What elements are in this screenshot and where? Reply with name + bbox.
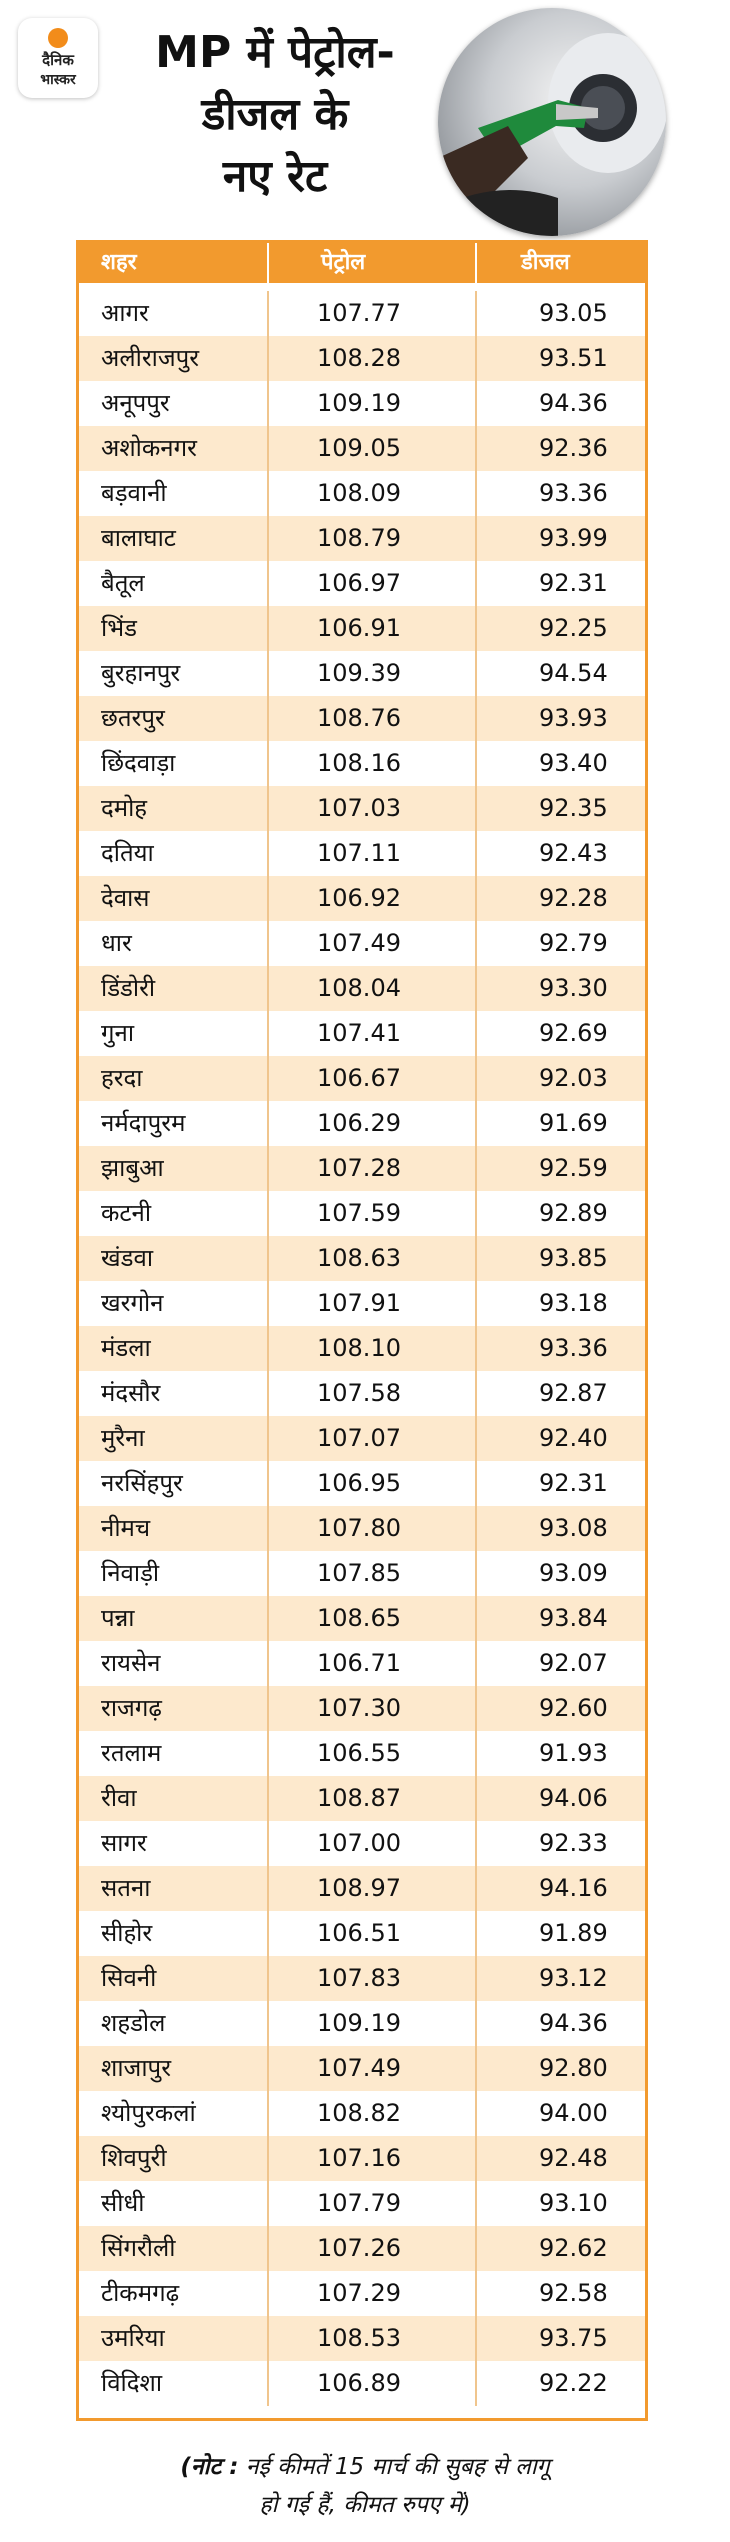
cell-petrol: 108.16 — [269, 741, 477, 786]
cell-diesel: 94.36 — [539, 389, 608, 417]
cell-petrol: 106.71 — [269, 1641, 477, 1686]
cell-diesel: 93.30 — [539, 974, 608, 1002]
cell-city: टीकमगढ़ — [79, 2271, 269, 2316]
table-row — [79, 291, 645, 336]
cell-petrol: 109.05 — [269, 426, 477, 471]
cell-diesel: 93.85 — [539, 1244, 608, 1272]
cell-diesel: 92.62 — [539, 2234, 608, 2262]
cell-diesel: 92.36 — [539, 434, 608, 462]
cell-city: बैतूल — [79, 561, 269, 606]
title-line2: डीजल के — [201, 89, 349, 140]
cell-city: खंडवा — [79, 1236, 269, 1281]
cell-diesel: 92.48 — [539, 2144, 608, 2172]
table-body — [79, 283, 645, 2418]
cell-diesel: 92.31 — [539, 569, 608, 597]
table-row — [79, 2181, 645, 2226]
cell-petrol: 107.49 — [269, 2046, 477, 2091]
cell-diesel: 94.16 — [539, 1874, 608, 1902]
cell-petrol: 107.77 — [269, 291, 477, 336]
cell-petrol: 106.91 — [269, 606, 477, 651]
cell-city: सिवनी — [79, 1956, 269, 2001]
header — [0, 0, 730, 240]
cell-diesel: 92.22 — [539, 2369, 608, 2397]
cell-city: आगर — [79, 291, 269, 336]
cell-diesel: 92.31 — [539, 1469, 608, 1497]
table-row — [79, 2091, 645, 2136]
cell-diesel: 93.10 — [539, 2189, 608, 2217]
table-row — [79, 561, 645, 606]
table-row — [79, 381, 645, 426]
cell-city: उमरिया — [79, 2316, 269, 2361]
cell-petrol: 108.79 — [269, 516, 477, 561]
cell-petrol: 107.41 — [269, 1011, 477, 1056]
table-row — [79, 921, 645, 966]
table-row — [79, 2136, 645, 2181]
table-row — [79, 966, 645, 1011]
table-row — [79, 696, 645, 741]
table-row — [79, 1416, 645, 1461]
table-row — [79, 336, 645, 381]
cell-petrol: 107.30 — [269, 1686, 477, 1731]
cell-diesel: 92.07 — [539, 1649, 608, 1677]
cell-diesel: 93.36 — [539, 479, 608, 507]
table-header — [79, 243, 645, 283]
cell-city: छतरपुर — [79, 696, 269, 741]
table-row — [79, 1461, 645, 1506]
cell-petrol: 107.11 — [269, 831, 477, 876]
table-row — [79, 651, 645, 696]
cell-diesel: 91.89 — [539, 1919, 608, 1947]
cell-city: निवाड़ी — [79, 1551, 269, 1596]
cell-petrol: 106.97 — [269, 561, 477, 606]
cell-diesel: 92.03 — [539, 1064, 608, 1092]
cell-city: राजगढ़ — [79, 1686, 269, 1731]
table-row — [79, 1911, 645, 1956]
table-row — [79, 1551, 645, 1596]
logo-dot-icon — [48, 28, 68, 48]
table-row — [79, 2361, 645, 2406]
cell-city: देवास — [79, 876, 269, 921]
cell-petrol: 107.91 — [269, 1281, 477, 1326]
cell-petrol: 107.59 — [269, 1191, 477, 1236]
cell-city: शिवपुरी — [79, 2136, 269, 2181]
cell-petrol: 107.26 — [269, 2226, 477, 2271]
cell-petrol: 109.39 — [269, 651, 477, 696]
brand-logo — [18, 18, 98, 98]
cell-diesel: 92.40 — [539, 1424, 608, 1452]
table-row — [79, 1326, 645, 1371]
cell-city: श्योपुरकलां — [79, 2091, 269, 2136]
cell-city: नर्मदापुरम — [79, 1101, 269, 1146]
cell-petrol: 106.67 — [269, 1056, 477, 1101]
cell-diesel: 93.75 — [539, 2324, 608, 2352]
cell-petrol: 108.04 — [269, 966, 477, 1011]
cell-petrol: 107.28 — [269, 1146, 477, 1191]
cell-petrol: 106.55 — [269, 1731, 477, 1776]
cell-city: नरसिंहपुर — [79, 1461, 269, 1506]
cell-petrol: 109.19 — [269, 2001, 477, 2046]
table-row — [79, 426, 645, 471]
footnote-line2: हो गई हैं, कीमत रुपए में) — [259, 2492, 471, 2518]
cell-petrol: 108.87 — [269, 1776, 477, 1821]
page-title — [110, 22, 440, 208]
cell-diesel: 92.25 — [539, 614, 608, 642]
cell-diesel: 92.87 — [539, 1379, 608, 1407]
cell-diesel: 92.69 — [539, 1019, 608, 1047]
cell-city: विदिशा — [79, 2361, 269, 2406]
cell-city: शाजापुर — [79, 2046, 269, 2091]
cell-petrol: 107.79 — [269, 2181, 477, 2226]
cell-diesel: 92.33 — [539, 1829, 608, 1857]
table-row — [79, 1101, 645, 1146]
cell-diesel: 94.54 — [539, 659, 608, 687]
cell-city: धार — [79, 921, 269, 966]
column-header-city: शहर — [79, 243, 269, 283]
table-row — [79, 786, 645, 831]
footnote-label: (नोट : — [180, 2454, 239, 2480]
cell-petrol: 106.95 — [269, 1461, 477, 1506]
cell-city: सिंगरौली — [79, 2226, 269, 2271]
cell-petrol: 108.28 — [269, 336, 477, 381]
cell-diesel: 94.06 — [539, 1784, 608, 1812]
cell-diesel: 92.80 — [539, 2054, 608, 2082]
table-row — [79, 1641, 645, 1686]
title-line3: नए रेट — [222, 151, 328, 202]
fuel-nozzle-photo — [438, 8, 666, 236]
cell-diesel: 92.89 — [539, 1199, 608, 1227]
table-row — [79, 1281, 645, 1326]
table-row — [79, 2271, 645, 2316]
cell-city: पन्ना — [79, 1596, 269, 1641]
cell-petrol: 107.07 — [269, 1416, 477, 1461]
table-row — [79, 2001, 645, 2046]
table-row — [79, 1191, 645, 1236]
logo-text-line1: दैनिक — [42, 51, 74, 69]
table-row — [79, 1371, 645, 1416]
cell-petrol: 108.76 — [269, 696, 477, 741]
cell-diesel: 92.58 — [539, 2279, 608, 2307]
cell-diesel: 92.35 — [539, 794, 608, 822]
cell-city: दमोह — [79, 786, 269, 831]
cell-city: रतलाम — [79, 1731, 269, 1776]
footnote-line1: नई कीमतें 15 मार्च की सुबह से लागू — [245, 2454, 550, 2480]
cell-city: दतिया — [79, 831, 269, 876]
cell-city: सीधी — [79, 2181, 269, 2226]
cell-diesel: 93.93 — [539, 704, 608, 732]
table-row — [79, 1596, 645, 1641]
cell-city: बालाघाट — [79, 516, 269, 561]
table-row — [79, 471, 645, 516]
cell-diesel: 92.28 — [539, 884, 608, 912]
table-row — [79, 1146, 645, 1191]
table-row — [79, 516, 645, 561]
cell-diesel: 93.99 — [539, 524, 608, 552]
table-row — [79, 2226, 645, 2271]
title-line1: MP में पेट्रोल- — [155, 27, 395, 78]
cell-city: मंडला — [79, 1326, 269, 1371]
cell-diesel: 94.36 — [539, 2009, 608, 2037]
cell-city: रायसेन — [79, 1641, 269, 1686]
table-row — [79, 741, 645, 786]
cell-diesel: 93.08 — [539, 1514, 608, 1542]
cell-petrol: 107.49 — [269, 921, 477, 966]
cell-petrol: 107.03 — [269, 786, 477, 831]
cell-city: अनूपपुर — [79, 381, 269, 426]
cell-petrol: 108.53 — [269, 2316, 477, 2361]
cell-petrol: 107.85 — [269, 1551, 477, 1596]
cell-diesel: 92.59 — [539, 1154, 608, 1182]
table-row — [79, 1011, 645, 1056]
cell-petrol: 108.63 — [269, 1236, 477, 1281]
cell-diesel: 93.36 — [539, 1334, 608, 1362]
cell-diesel: 92.60 — [539, 1694, 608, 1722]
cell-city: छिंदवाड़ा — [79, 741, 269, 786]
cell-diesel: 91.69 — [539, 1109, 608, 1137]
cell-petrol: 108.10 — [269, 1326, 477, 1371]
cell-petrol: 108.09 — [269, 471, 477, 516]
table-row — [79, 1821, 645, 1866]
fuel-nozzle-icon — [438, 8, 666, 236]
cell-city: मुरैना — [79, 1416, 269, 1461]
cell-petrol: 107.80 — [269, 1506, 477, 1551]
cell-petrol: 107.00 — [269, 1821, 477, 1866]
cell-diesel: 93.09 — [539, 1559, 608, 1587]
cell-diesel: 92.79 — [539, 929, 608, 957]
cell-petrol: 107.29 — [269, 2271, 477, 2316]
cell-petrol: 107.83 — [269, 1956, 477, 2001]
cell-diesel: 93.51 — [539, 344, 608, 372]
cell-city: नीमच — [79, 1506, 269, 1551]
cell-city: शहडोल — [79, 2001, 269, 2046]
column-header-diesel: डीजल — [521, 250, 570, 275]
cell-petrol: 107.16 — [269, 2136, 477, 2181]
table-row — [79, 1731, 645, 1776]
cell-diesel: 93.40 — [539, 749, 608, 777]
cell-petrol: 109.19 — [269, 381, 477, 426]
table-row — [79, 1236, 645, 1281]
cell-city: बड़वानी — [79, 471, 269, 516]
cell-diesel: 91.93 — [539, 1739, 608, 1767]
cell-city: हरदा — [79, 1056, 269, 1101]
cell-diesel: 93.84 — [539, 1604, 608, 1632]
logo-text-line2: भास्कर — [40, 72, 76, 88]
cell-city: रीवा — [79, 1776, 269, 1821]
table-row — [79, 2316, 645, 2361]
cell-petrol: 106.29 — [269, 1101, 477, 1146]
table-row — [79, 876, 645, 921]
cell-petrol: 106.89 — [269, 2361, 477, 2406]
cell-petrol: 108.82 — [269, 2091, 477, 2136]
cell-city: मंदसौर — [79, 1371, 269, 1416]
cell-petrol: 106.51 — [269, 1911, 477, 1956]
cell-city: बुरहानपुर — [79, 651, 269, 696]
cell-petrol: 107.58 — [269, 1371, 477, 1416]
column-header-petrol: पेट्रोल — [269, 243, 477, 283]
table-row — [79, 1686, 645, 1731]
cell-city: सीहोर — [79, 1911, 269, 1956]
cell-diesel: 93.12 — [539, 1964, 608, 1992]
cell-diesel: 92.43 — [539, 839, 608, 867]
cell-city: सागर — [79, 1821, 269, 1866]
footnote — [0, 2448, 730, 2524]
table-row — [79, 1776, 645, 1821]
cell-city: अशोकनगर — [79, 426, 269, 471]
cell-city: अलीराजपुर — [79, 336, 269, 381]
cell-diesel: 93.05 — [539, 299, 608, 327]
cell-city: सतना — [79, 1866, 269, 1911]
fuel-price-table — [76, 240, 648, 2421]
cell-city: खरगोन — [79, 1281, 269, 1326]
cell-diesel: 93.18 — [539, 1289, 608, 1317]
table-row — [79, 1056, 645, 1101]
cell-city: कटनी — [79, 1191, 269, 1236]
cell-city: गुना — [79, 1011, 269, 1056]
table-row — [79, 1956, 645, 2001]
cell-city: झाबुआ — [79, 1146, 269, 1191]
table-row — [79, 1866, 645, 1911]
cell-petrol: 108.97 — [269, 1866, 477, 1911]
cell-city: भिंड — [79, 606, 269, 651]
table-row — [79, 606, 645, 651]
table-row — [79, 831, 645, 876]
cell-petrol: 108.65 — [269, 1596, 477, 1641]
cell-city: डिंडोरी — [79, 966, 269, 1011]
cell-petrol: 106.92 — [269, 876, 477, 921]
table-row — [79, 1506, 645, 1551]
cell-diesel: 94.00 — [539, 2099, 608, 2127]
table-row — [79, 2046, 645, 2091]
